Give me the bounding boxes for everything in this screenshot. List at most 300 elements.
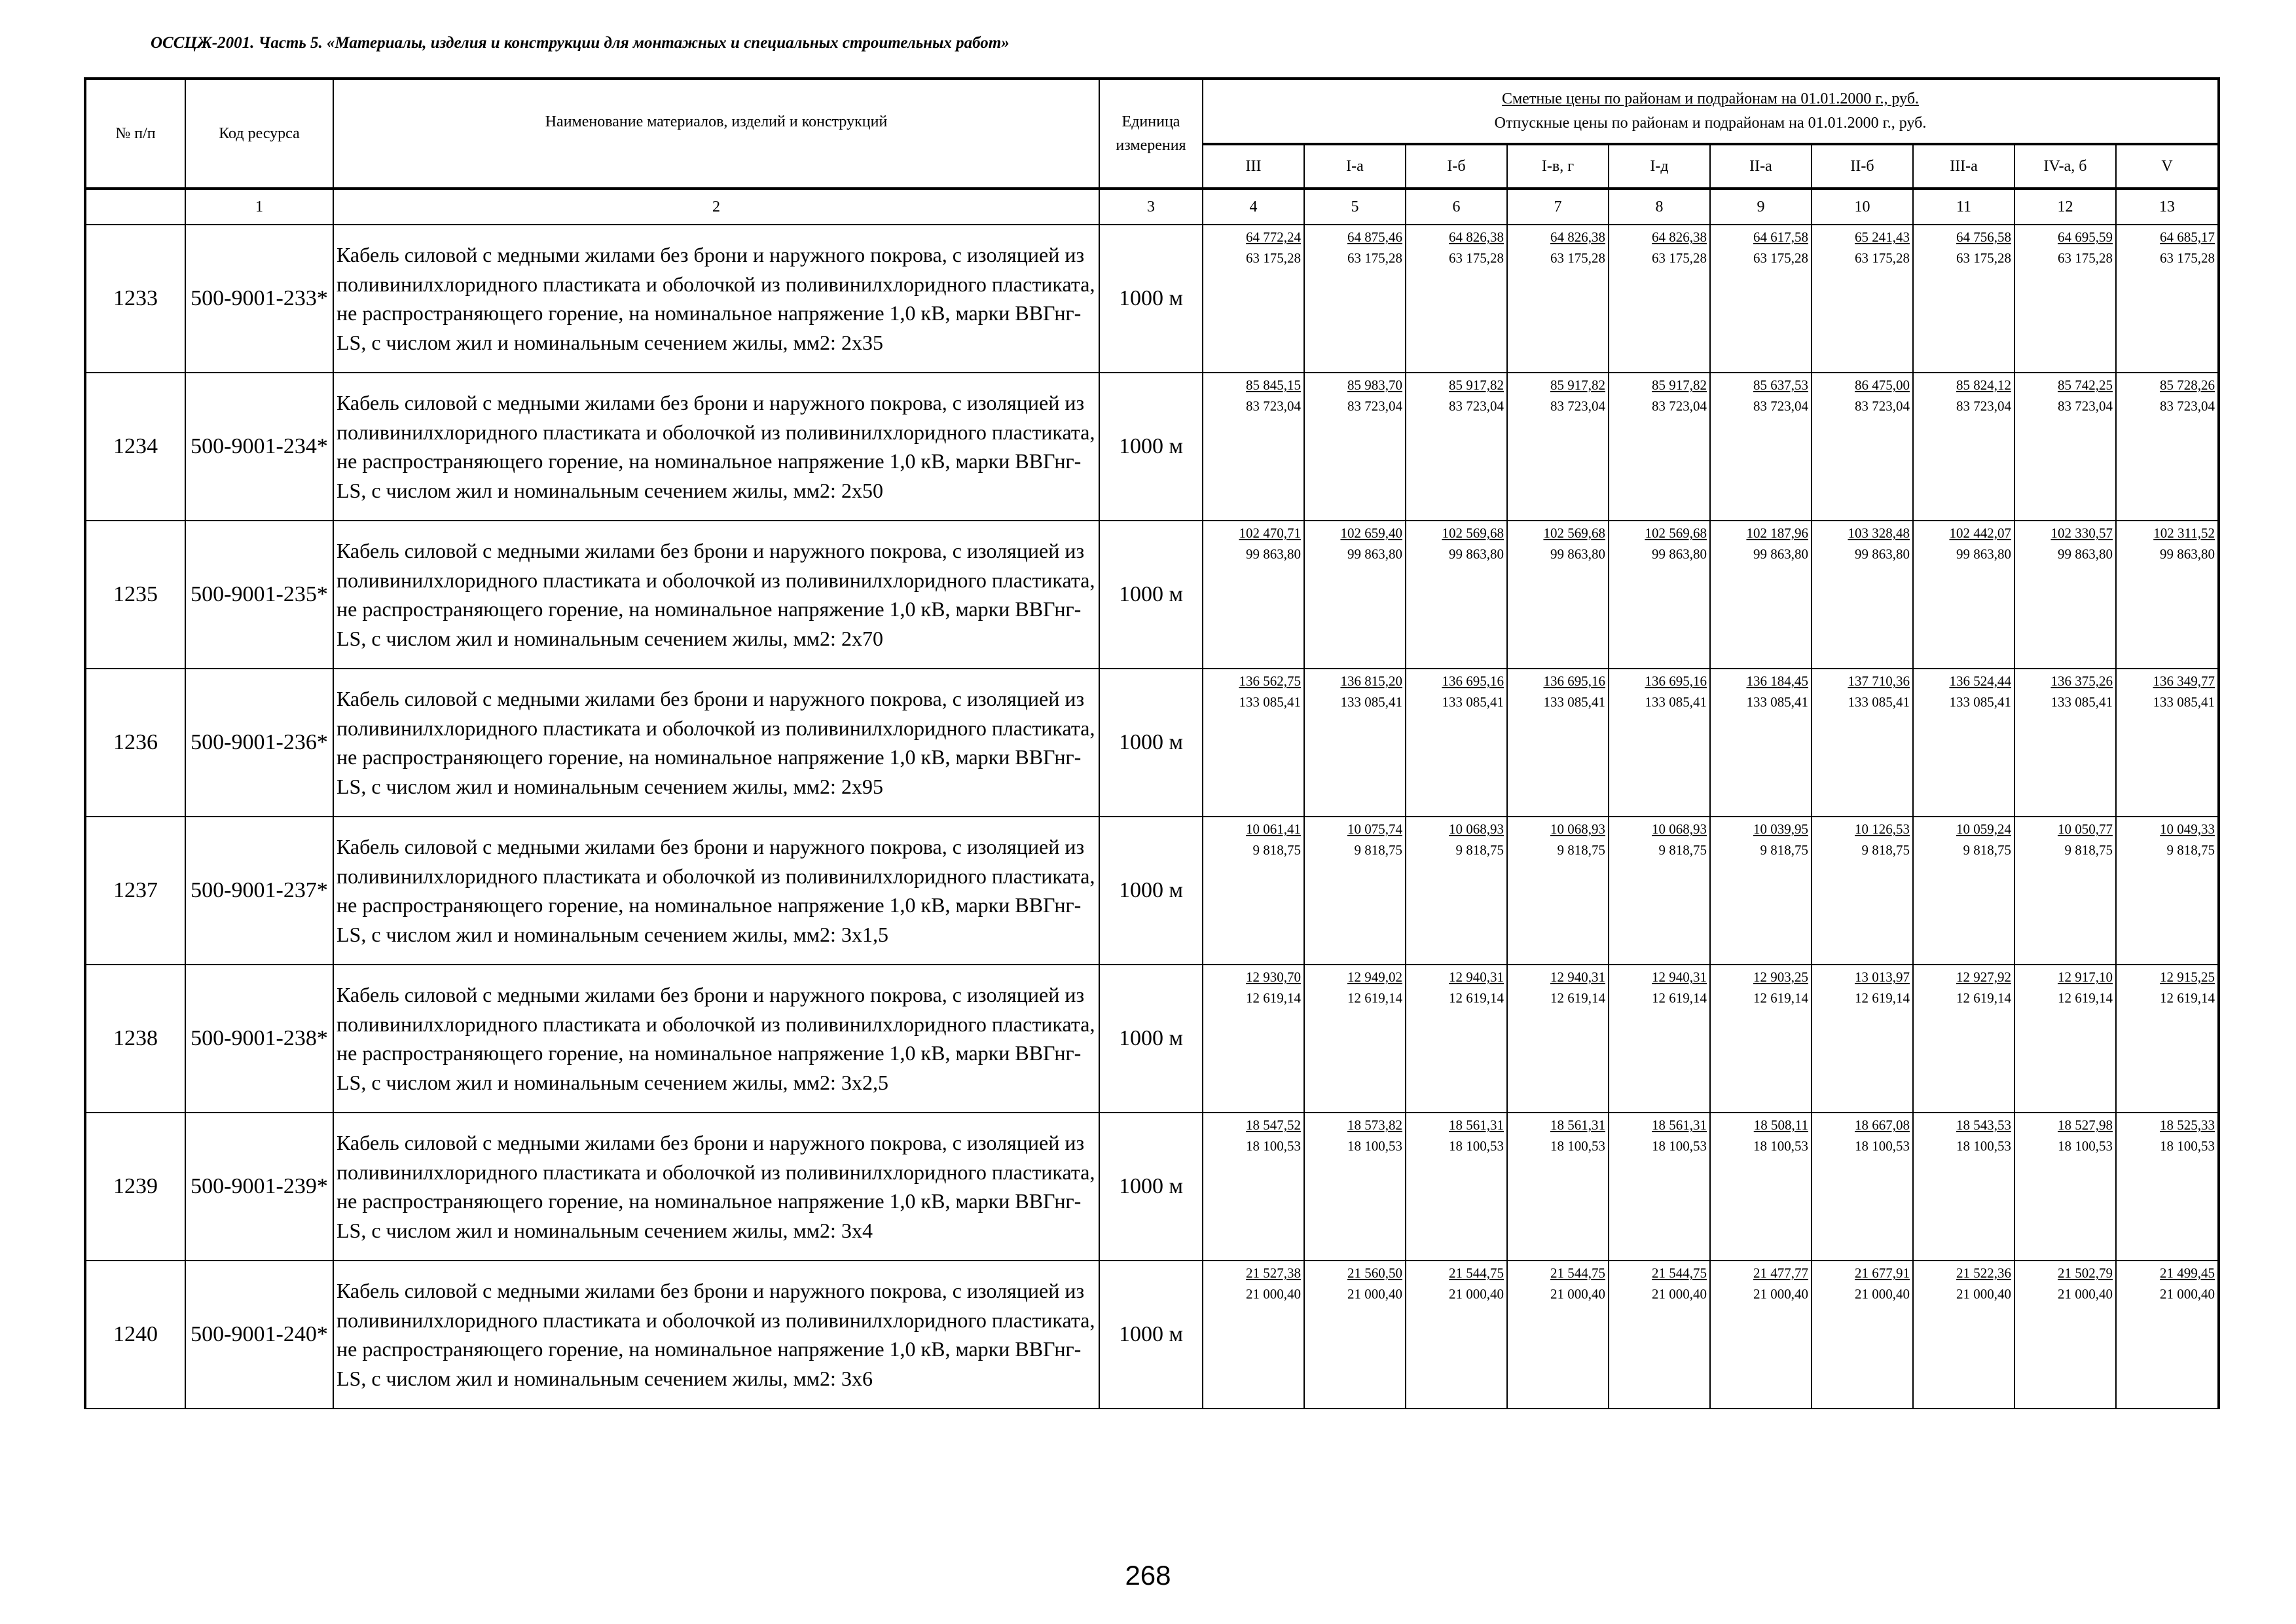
material-name: Кабель силовой с медными жилами без брони и наружного покрова, с изоляцией из поливинилхлоридного пластиката и оболочкой из поливинилхлоридного пластиката, не распространяющего горение, на номинальное напряжение 1,0 кВ, марки ВВГнг-LS, с числом жил и номинальным сечением жилы, мм2: 2х95: [333, 669, 1099, 817]
estimated-price: 18 561,31: [1449, 1117, 1504, 1133]
estimated-price: 85 637,53: [1753, 377, 1808, 393]
price-cell: [2116, 1261, 2219, 1409]
release-price: 18 100,53: [2160, 1138, 2215, 1154]
estimated-price: 12 940,31: [1550, 969, 1605, 985]
estimated-price: 136 349,77: [2153, 673, 2215, 689]
release-price: 9 818,75: [2166, 842, 2215, 858]
price-cell: [1304, 817, 1406, 965]
estimated-price: 12 927,92: [1956, 969, 2011, 985]
release-price: 99 863,80: [1753, 546, 1808, 562]
estimated-price: 136 695,16: [1543, 673, 1605, 689]
estimated-price: 64 756,58: [1956, 229, 2011, 245]
price-cell: [1812, 1261, 1913, 1409]
estimated-price: 21 544,75: [1449, 1265, 1504, 1281]
release-price: 99 863,80: [1956, 546, 2011, 562]
estimated-price: 136 695,16: [1645, 673, 1707, 689]
release-price: 99 863,80: [2160, 546, 2215, 562]
estimated-price: 64 617,58: [1753, 229, 1808, 245]
column-number: 12: [2014, 189, 2116, 225]
price-cell: [2116, 817, 2219, 965]
estimated-price: 21 477,77: [1753, 1265, 1808, 1281]
measure-unit: 1000 м: [1099, 1113, 1203, 1261]
release-price: 21 000,40: [1347, 1286, 1402, 1302]
column-number-blank: [85, 189, 185, 225]
release-price: 9 818,75: [1658, 842, 1707, 858]
row-number: 1238: [85, 965, 185, 1113]
header-no: № п/п: [85, 79, 185, 189]
price-cell: [1406, 225, 1507, 373]
release-price: 133 085,41: [1239, 694, 1301, 710]
estimated-price: 18 525,33: [2160, 1117, 2215, 1133]
resource-code: 500-9001-238*: [185, 965, 333, 1113]
price-cell: [1812, 669, 1913, 817]
release-price: 63 175,28: [1753, 250, 1808, 266]
release-price: 99 863,80: [1652, 546, 1707, 562]
price-cell: [2116, 373, 2219, 521]
estimated-price: 102 659,40: [1340, 525, 1402, 541]
price-cell: [1304, 373, 1406, 521]
price-cell: [1507, 521, 1609, 669]
material-name: Кабель силовой с медными жилами без брони и наружного покрова, с изоляцией из поливинилхлоридного пластиката и оболочкой из поливинилхлоридного пластиката, не распространяющего горение, на номинальное напряжение 1,0 кВ, марки ВВГнг-LS, с числом жил и номинальным сечением жилы, мм2: 3х6: [333, 1261, 1099, 1409]
release-price: 133 085,41: [1543, 694, 1605, 710]
column-number: 11: [1913, 189, 2014, 225]
resource-code: 500-9001-233*: [185, 225, 333, 373]
release-price: 99 863,80: [1449, 546, 1504, 562]
price-cell: [1609, 669, 1710, 817]
release-price: 133 085,41: [1746, 694, 1808, 710]
region-header: I-д: [1609, 144, 1710, 189]
price-cell: [1507, 1261, 1609, 1409]
release-price: 83 723,04: [1550, 398, 1605, 414]
release-price: 83 723,04: [1246, 398, 1301, 414]
price-cell: [1710, 817, 1812, 965]
price-cell: [1710, 521, 1812, 669]
estimated-price: 18 561,31: [1652, 1117, 1707, 1133]
price-cell: [1203, 965, 1304, 1113]
estimated-price: 12 940,31: [1652, 969, 1707, 985]
price-cell: [1913, 373, 2014, 521]
estimated-price: 102 330,57: [2050, 525, 2113, 541]
release-price: 12 619,14: [1753, 990, 1808, 1006]
price-cell: [1507, 669, 1609, 817]
estimated-price: 102 569,68: [1543, 525, 1605, 541]
header-code: Код ресурса: [185, 79, 333, 189]
region-header: II-а: [1710, 144, 1812, 189]
measure-unit: 1000 м: [1099, 817, 1203, 965]
release-price: 12 619,14: [2058, 990, 2113, 1006]
price-cell: [1913, 669, 2014, 817]
row-number: 1233: [85, 225, 185, 373]
header-prices-release: Отпускные цены по районам и подрайонам на 01.01.2000 г., руб.: [1494, 115, 1927, 132]
estimated-price: 10 039,95: [1753, 821, 1808, 837]
price-cell: [1812, 817, 1913, 965]
release-price: 12 619,14: [1246, 990, 1301, 1006]
release-price: 63 175,28: [1550, 250, 1605, 266]
release-price: 9 818,75: [2064, 842, 2113, 858]
release-price: 133 085,41: [1442, 694, 1504, 710]
estimated-price: 10 059,24: [1956, 821, 2011, 837]
document-title: ОССЦЖ-2001. Часть 5. «Материалы, изделия и конструкции для монтажных и специальных строительных работ»: [151, 34, 1010, 52]
estimated-price: 10 061,41: [1246, 821, 1301, 837]
release-price: 63 175,28: [1449, 250, 1504, 266]
price-cell: [1812, 521, 1913, 669]
estimated-price: 13 013,97: [1855, 969, 1910, 985]
price-cell: [2014, 817, 2116, 965]
price-cell: [1507, 817, 1609, 965]
estimated-price: 102 569,68: [1442, 525, 1504, 541]
price-cell: [1609, 817, 1710, 965]
estimated-price: 85 742,25: [2058, 377, 2113, 393]
release-price: 12 619,14: [1855, 990, 1910, 1006]
release-price: 18 100,53: [1449, 1138, 1504, 1154]
estimated-price: 18 573,82: [1347, 1117, 1402, 1133]
estimated-price: 102 470,71: [1239, 525, 1301, 541]
estimated-price: 85 917,82: [1550, 377, 1605, 393]
estimated-price: 10 075,74: [1347, 821, 1402, 837]
price-cell: [1710, 225, 1812, 373]
price-cell: [1812, 965, 1913, 1113]
table-row: [85, 817, 2219, 965]
column-number: 6: [1406, 189, 1507, 225]
price-cell: [1304, 521, 1406, 669]
release-price: 9 818,75: [1354, 842, 1402, 858]
table-row: [85, 521, 2219, 669]
estimated-price: 21 544,75: [1550, 1265, 1605, 1281]
estimated-price: 136 815,20: [1340, 673, 1402, 689]
estimated-price: 21 544,75: [1652, 1265, 1707, 1281]
region-header: I-в, г: [1507, 144, 1609, 189]
estimated-price: 136 184,45: [1746, 673, 1808, 689]
release-price: 12 619,14: [2160, 990, 2215, 1006]
estimated-price: 12 915,25: [2160, 969, 2215, 985]
release-price: 21 000,40: [1855, 1286, 1910, 1302]
table-row: [85, 1261, 2219, 1409]
price-cell: [1609, 1261, 1710, 1409]
release-price: 63 175,28: [1246, 250, 1301, 266]
release-price: 21 000,40: [1652, 1286, 1707, 1302]
price-cell: [1203, 817, 1304, 965]
measure-unit: 1000 м: [1099, 1261, 1203, 1409]
header-name: Наименование материалов, изделий и конструкций: [333, 79, 1099, 189]
price-cell: [1406, 817, 1507, 965]
release-price: 21 000,40: [1550, 1286, 1605, 1302]
table-row: [85, 373, 2219, 521]
release-price: 18 100,53: [1347, 1138, 1402, 1154]
release-price: 12 619,14: [1652, 990, 1707, 1006]
release-price: 63 175,28: [1347, 250, 1402, 266]
estimated-price: 10 068,93: [1449, 821, 1504, 837]
release-price: 133 085,41: [1848, 694, 1910, 710]
price-cell: [2116, 521, 2219, 669]
release-price: 63 175,28: [1956, 250, 2011, 266]
price-cell: [1913, 965, 2014, 1113]
column-number: 7: [1507, 189, 1609, 225]
estimated-price: 12 930,70: [1246, 969, 1301, 985]
estimated-price: 18 508,11: [1753, 1117, 1808, 1133]
estimated-price: 10 126,53: [1855, 821, 1910, 837]
price-cell: [1203, 1113, 1304, 1261]
estimated-price: 102 311,52: [2153, 525, 2215, 541]
price-cell: [1406, 965, 1507, 1113]
release-price: 63 175,28: [2160, 250, 2215, 266]
release-price: 21 000,40: [1956, 1286, 2011, 1302]
estimated-price: 10 050,77: [2058, 821, 2113, 837]
estimated-price: 85 824,12: [1956, 377, 2011, 393]
price-cell: [1203, 1261, 1304, 1409]
header-prices: [1203, 79, 2219, 144]
resource-code: 500-9001-240*: [185, 1261, 333, 1409]
estimated-price: 85 983,70: [1347, 377, 1402, 393]
price-cell: [1304, 1261, 1406, 1409]
estimated-price: 64 826,38: [1449, 229, 1504, 245]
estimated-price: 18 543,53: [1956, 1117, 2011, 1133]
material-name: Кабель силовой с медными жилами без брони и наружного покрова, с изоляцией из поливинилхлоридного пластиката и оболочкой из поливинилхлоридного пластиката, не распространяющего горение, на номинальное напряжение 1,0 кВ, марки ВВГнг-LS, с числом жил и номинальным сечением жилы, мм2: 3х1,5: [333, 817, 1099, 965]
column-number: 5: [1304, 189, 1406, 225]
price-cell: [1913, 817, 2014, 965]
row-number: 1234: [85, 373, 185, 521]
price-cell: [2014, 225, 2116, 373]
release-price: 21 000,40: [1753, 1286, 1808, 1302]
estimated-price: 10 068,93: [1652, 821, 1707, 837]
estimated-price: 18 527,98: [2058, 1117, 2113, 1133]
measure-unit: 1000 м: [1099, 225, 1203, 373]
price-cell: [1710, 669, 1812, 817]
material-name: Кабель силовой с медными жилами без брони и наружного покрова, с изоляцией из поливинилхлоридного пластиката и оболочкой из поливинилхлоридного пластиката, не распространяющего горение, на номинальное напряжение 1,0 кВ, марки ВВГнг-LS, с числом жил и номинальным сечением жилы, мм2: 2х70: [333, 521, 1099, 669]
measure-unit: 1000 м: [1099, 965, 1203, 1113]
price-table: [84, 77, 2220, 1409]
release-price: 83 723,04: [2058, 398, 2113, 414]
price-cell: [1304, 1113, 1406, 1261]
price-cell: [1913, 1113, 2014, 1261]
estimated-price: 103 328,48: [1848, 525, 1910, 541]
release-price: 9 818,75: [1760, 842, 1808, 858]
price-cell: [1710, 965, 1812, 1113]
estimated-price: 21 522,36: [1956, 1265, 2011, 1281]
estimated-price: 12 917,10: [2058, 969, 2113, 985]
measure-unit: 1000 м: [1099, 373, 1203, 521]
price-cell: [1406, 373, 1507, 521]
estimated-price: 85 917,82: [1449, 377, 1504, 393]
price-cell: [1203, 521, 1304, 669]
estimated-price: 102 569,68: [1645, 525, 1707, 541]
estimated-price: 136 375,26: [2050, 673, 2113, 689]
estimated-price: 64 695,59: [2058, 229, 2113, 245]
price-cell: [1406, 1261, 1507, 1409]
estimated-price: 102 187,96: [1746, 525, 1808, 541]
estimated-price: 137 710,36: [1848, 673, 1910, 689]
measure-unit: 1000 м: [1099, 669, 1203, 817]
release-price: 12 619,14: [1347, 990, 1402, 1006]
estimated-price: 136 524,44: [1949, 673, 2011, 689]
release-price: 9 818,75: [1963, 842, 2011, 858]
price-cell: [1507, 225, 1609, 373]
table-row: [85, 1113, 2219, 1261]
estimated-price: 85 845,15: [1246, 377, 1301, 393]
row-number: 1239: [85, 1113, 185, 1261]
price-cell: [2116, 225, 2219, 373]
release-price: 21 000,40: [1246, 1286, 1301, 1302]
price-cell: [1609, 373, 1710, 521]
estimated-price: 21 499,45: [2160, 1265, 2215, 1281]
release-price: 99 863,80: [1550, 546, 1605, 562]
release-price: 83 723,04: [1347, 398, 1402, 414]
estimated-price: 21 560,50: [1347, 1265, 1402, 1281]
price-cell: [2014, 965, 2116, 1113]
table-row: [85, 965, 2219, 1113]
region-header: II-б: [1812, 144, 1913, 189]
release-price: 12 619,14: [1449, 990, 1504, 1006]
price-cell: [1710, 373, 1812, 521]
release-price: 99 863,80: [1855, 546, 1910, 562]
resource-code: 500-9001-234*: [185, 373, 333, 521]
estimated-price: 64 772,24: [1246, 229, 1301, 245]
release-price: 18 100,53: [1855, 1138, 1910, 1154]
resource-code: 500-9001-237*: [185, 817, 333, 965]
resource-code: 500-9001-235*: [185, 521, 333, 669]
header-unit: Единица измерения: [1099, 79, 1203, 189]
price-cell: [1710, 1261, 1812, 1409]
price-cell: [2014, 1113, 2116, 1261]
column-number: 13: [2116, 189, 2219, 225]
region-header: V: [2116, 144, 2219, 189]
price-cell: [2014, 373, 2116, 521]
row-number: 1237: [85, 817, 185, 965]
column-number: 3: [1099, 189, 1203, 225]
release-price: 83 723,04: [2160, 398, 2215, 414]
price-cell: [1507, 1113, 1609, 1261]
estimated-price: 64 685,17: [2160, 229, 2215, 245]
release-price: 12 619,14: [1956, 990, 2011, 1006]
release-price: 99 863,80: [2058, 546, 2113, 562]
price-cell: [1203, 373, 1304, 521]
region-header: I-а: [1304, 144, 1406, 189]
price-cell: [1304, 225, 1406, 373]
estimated-price: 85 917,82: [1652, 377, 1707, 393]
material-name: Кабель силовой с медными жилами без брони и наружного покрова, с изоляцией из поливинилхлоридного пластиката и оболочкой из поливинилхлоридного пластиката, не распространяющего горение, на номинальное напряжение 1,0 кВ, марки ВВГнг-LS, с числом жил и номинальным сечением жилы, мм2: 2х50: [333, 373, 1099, 521]
release-price: 12 619,14: [1550, 990, 1605, 1006]
price-cell: [1304, 669, 1406, 817]
estimated-price: 136 562,75: [1239, 673, 1301, 689]
price-cell: [1406, 669, 1507, 817]
estimated-price: 136 695,16: [1442, 673, 1504, 689]
row-number: 1235: [85, 521, 185, 669]
header-prices-estimated: Сметные цены по районам и подрайонам на 01.01.2000 г., руб.: [1501, 90, 1920, 107]
estimated-price: 18 667,08: [1855, 1117, 1910, 1133]
release-price: 83 723,04: [1753, 398, 1808, 414]
table-row: [85, 669, 2219, 817]
row-number: 1236: [85, 669, 185, 817]
estimated-price: 21 527,38: [1246, 1265, 1301, 1281]
column-number: 1: [185, 189, 333, 225]
region-header: III-а: [1913, 144, 2014, 189]
estimated-price: 10 068,93: [1550, 821, 1605, 837]
price-cell: [1913, 521, 2014, 669]
release-price: 63 175,28: [1652, 250, 1707, 266]
region-header: IV-а, б: [2014, 144, 2116, 189]
estimated-price: 85 728,26: [2160, 377, 2215, 393]
estimated-price: 86 475,00: [1855, 377, 1910, 393]
release-price: 83 723,04: [1652, 398, 1707, 414]
release-price: 83 723,04: [1449, 398, 1504, 414]
estimated-price: 12 949,02: [1347, 969, 1402, 985]
release-price: 63 175,28: [1855, 250, 1910, 266]
material-name: Кабель силовой с медными жилами без брони и наружного покрова, с изоляцией из поливинилхлоридного пластиката и оболочкой из поливинилхлоридного пластиката, не распространяющего горение, на номинальное напряжение 1,0 кВ, марки ВВГнг-LS, с числом жил и номинальным сечением жилы, мм2: 2х35: [333, 225, 1099, 373]
estimated-price: 18 561,31: [1550, 1117, 1605, 1133]
column-number: 9: [1710, 189, 1812, 225]
release-price: 9 818,75: [1252, 842, 1301, 858]
resource-code: 500-9001-236*: [185, 669, 333, 817]
column-number: 2: [333, 189, 1099, 225]
resource-code: 500-9001-239*: [185, 1113, 333, 1261]
measure-unit: 1000 м: [1099, 521, 1203, 669]
release-price: 18 100,53: [1652, 1138, 1707, 1154]
release-price: 18 100,53: [1550, 1138, 1605, 1154]
release-price: 21 000,40: [2160, 1286, 2215, 1302]
price-cell: [1710, 1113, 1812, 1261]
release-price: 133 085,41: [1645, 694, 1707, 710]
region-header: III: [1203, 144, 1304, 189]
release-price: 133 085,41: [1340, 694, 1402, 710]
release-price: 63 175,28: [2058, 250, 2113, 266]
estimated-price: 12 903,25: [1753, 969, 1808, 985]
price-cell: [1812, 225, 1913, 373]
estimated-price: 102 442,07: [1949, 525, 2011, 541]
column-number: 4: [1203, 189, 1304, 225]
estimated-price: 64 826,38: [1550, 229, 1605, 245]
release-price: 99 863,80: [1347, 546, 1402, 562]
price-cell: [2014, 1261, 2116, 1409]
estimated-price: 12 940,31: [1449, 969, 1504, 985]
price-cell: [1406, 521, 1507, 669]
price-cell: [1812, 1113, 1913, 1261]
price-cell: [1609, 965, 1710, 1113]
region-header: I-б: [1406, 144, 1507, 189]
price-cell: [1913, 225, 2014, 373]
table-row: [85, 225, 2219, 373]
release-price: 9 818,75: [1861, 842, 1910, 858]
estimated-price: 18 547,52: [1246, 1117, 1301, 1133]
release-price: 18 100,53: [2058, 1138, 2113, 1154]
estimated-price: 21 502,79: [2058, 1265, 2113, 1281]
price-cell: [1609, 225, 1710, 373]
release-price: 9 818,75: [1557, 842, 1605, 858]
price-cell: [2116, 965, 2219, 1113]
price-cell: [2116, 1113, 2219, 1261]
price-cell: [1406, 1113, 1507, 1261]
release-price: 18 100,53: [1956, 1138, 2011, 1154]
material-name: Кабель силовой с медными жилами без брони и наружного покрова, с изоляцией из поливинилхлоридного пластиката и оболочкой из поливинилхлоридного пластиката, не распространяющего горение, на номинальное напряжение 1,0 кВ, марки ВВГнг-LS, с числом жил и номинальным сечением жилы, мм2: 3х4: [333, 1113, 1099, 1261]
estimated-price: 64 826,38: [1652, 229, 1707, 245]
price-cell: [1304, 965, 1406, 1113]
row-number: 1240: [85, 1261, 185, 1409]
price-cell: [1812, 373, 1913, 521]
price-cell: [1507, 373, 1609, 521]
price-cell: [1507, 965, 1609, 1113]
page-number: 268: [1125, 1560, 1171, 1591]
column-number: 8: [1609, 189, 1710, 225]
price-cell: [1609, 1113, 1710, 1261]
column-number: 10: [1812, 189, 1913, 225]
price-cell: [2014, 669, 2116, 817]
price-cell: [1913, 1261, 2014, 1409]
price-cell: [1203, 225, 1304, 373]
release-price: 133 085,41: [1949, 694, 2011, 710]
estimated-price: 10 049,33: [2160, 821, 2215, 837]
release-price: 133 085,41: [2050, 694, 2113, 710]
estimated-price: 65 241,43: [1855, 229, 1910, 245]
price-cell: [2014, 521, 2116, 669]
release-price: 9 818,75: [1455, 842, 1504, 858]
